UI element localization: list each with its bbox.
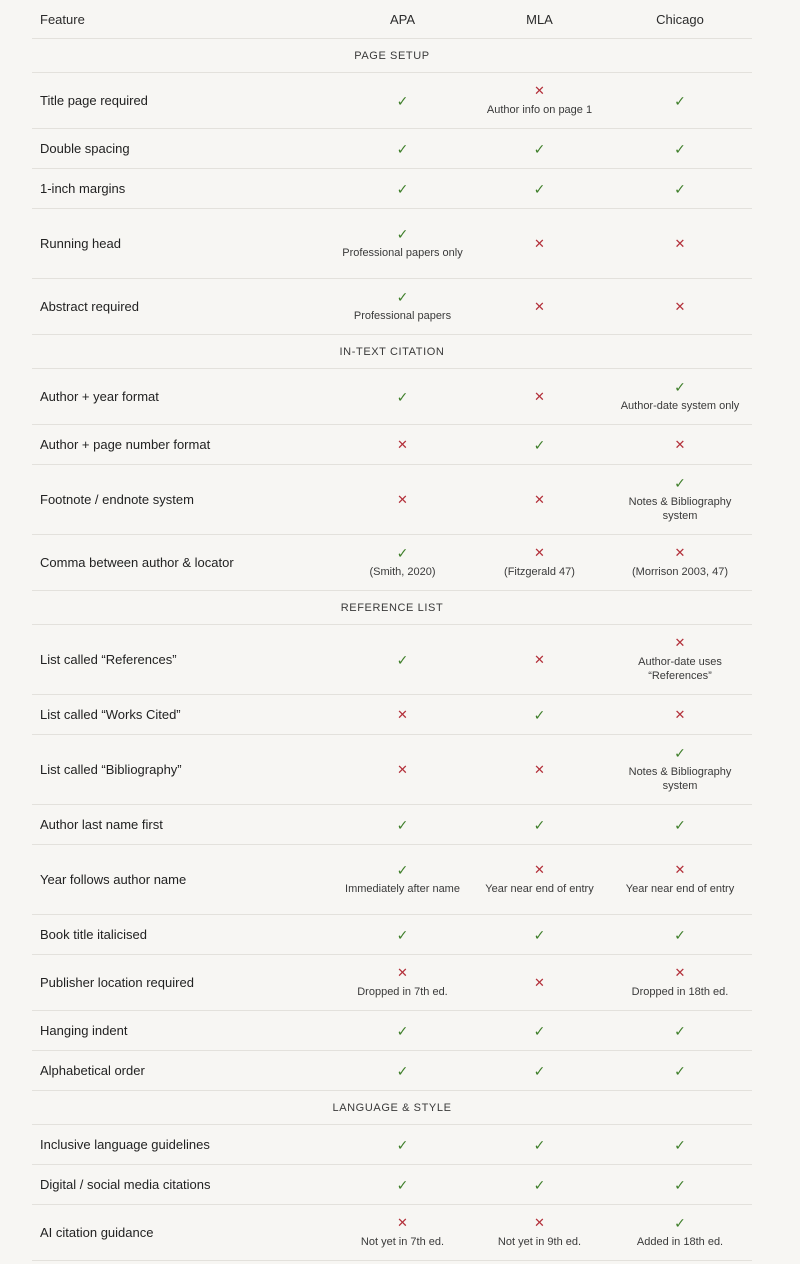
check-icon: ✓ — [396, 388, 409, 405]
check-icon: ✓ — [396, 926, 409, 943]
check-icon: ✓ — [674, 745, 686, 761]
cell-chicago — [608, 1051, 752, 1091]
cross-icon: ✕ — [534, 862, 545, 877]
feature-label: Abstract required — [32, 279, 334, 335]
check-icon: ✓ — [396, 1022, 409, 1039]
cross-icon: ✕ — [674, 635, 686, 650]
comparison-table — [32, 0, 752, 1261]
feature-label: Inclusive language guidelines — [32, 1125, 334, 1165]
feature-label: Author + year format — [32, 369, 334, 425]
cell-mla — [471, 1165, 608, 1205]
cell-chicago — [608, 129, 752, 169]
table-row — [32, 735, 752, 805]
feature-label: Book title italicised — [32, 915, 334, 955]
column-header-mla: MLA — [471, 0, 608, 39]
feature-label: AI citation guidance — [32, 1205, 334, 1261]
cell-mla — [471, 915, 608, 955]
cell-note: (Fitzgerald 47) — [504, 566, 575, 578]
feature-label: 1-inch margins — [32, 169, 334, 209]
table-row — [32, 695, 752, 735]
cell-mla — [471, 735, 608, 805]
check-icon: ✓ — [533, 926, 546, 943]
cell-chicago — [608, 695, 752, 735]
cell-apa — [334, 425, 471, 465]
table-row — [32, 465, 752, 535]
cell-mla — [471, 209, 608, 279]
table-row — [32, 845, 752, 915]
feature-label: Double spacing — [32, 129, 334, 169]
check-icon: ✓ — [533, 706, 546, 723]
cell-note: Professional papers only — [342, 247, 463, 259]
cross-icon: ✕ — [674, 965, 686, 980]
cell-apa — [334, 465, 471, 535]
cell-mla — [471, 1125, 608, 1165]
table-row — [32, 169, 752, 209]
cell-chicago — [608, 955, 752, 1011]
check-icon: ✓ — [533, 180, 546, 197]
check-icon: ✓ — [533, 816, 546, 833]
check-icon: ✓ — [674, 926, 686, 943]
cell-note: Notes & Bibliography system — [628, 496, 732, 522]
cell-apa — [334, 955, 471, 1011]
check-icon: ✓ — [674, 180, 686, 197]
check-icon: ✓ — [674, 816, 686, 833]
cross-icon: ✕ — [397, 1215, 408, 1230]
cell-mla — [471, 73, 608, 129]
check-icon: ✓ — [396, 180, 409, 197]
cell-note: Dropped in 18th ed. — [631, 986, 729, 998]
cell-chicago — [608, 735, 752, 805]
check-icon: ✓ — [674, 1176, 686, 1193]
check-icon: ✓ — [674, 1136, 686, 1153]
cell-chicago — [608, 73, 752, 129]
table-row — [32, 1051, 752, 1091]
check-icon: ✓ — [396, 1176, 409, 1193]
cell-chicago — [608, 465, 752, 535]
cross-icon: ✕ — [397, 706, 408, 722]
cross-icon: ✕ — [397, 965, 408, 980]
check-icon: ✓ — [674, 1022, 686, 1039]
section-header-row — [32, 335, 752, 369]
feature-label: Footnote / endnote system — [32, 465, 334, 535]
cell-mla — [471, 695, 608, 735]
cross-icon: ✕ — [534, 1215, 545, 1230]
feature-label: Author last name first — [32, 805, 334, 845]
cell-note: (Morrison 2003, 47) — [632, 566, 728, 578]
feature-label: Hanging indent — [32, 1011, 334, 1051]
cross-icon: ✕ — [534, 388, 545, 404]
cell-mla — [471, 1051, 608, 1091]
cross-icon: ✕ — [534, 545, 545, 560]
table-row — [32, 209, 752, 279]
column-header-feature: Feature — [32, 0, 334, 39]
cell-note: Author-date uses “References” — [638, 656, 722, 682]
feature-label: Running head — [32, 209, 334, 279]
cell-apa — [334, 1051, 471, 1091]
cross-icon: ✕ — [534, 298, 545, 314]
cell-mla — [471, 805, 608, 845]
table-row — [32, 1011, 752, 1051]
cell-note: Not yet in 9th ed. — [497, 1236, 582, 1248]
cell-apa — [334, 915, 471, 955]
check-icon: ✓ — [396, 1062, 409, 1079]
check-icon: ✓ — [674, 1062, 686, 1079]
cell-note: Not yet in 7th ed. — [360, 1236, 445, 1248]
cross-icon: ✕ — [534, 83, 545, 98]
cell-mla — [471, 465, 608, 535]
check-icon: ✓ — [396, 816, 409, 833]
cross-icon: ✕ — [534, 235, 545, 251]
feature-label: Comma between author & locator — [32, 535, 334, 591]
check-icon: ✓ — [674, 92, 686, 109]
cell-chicago — [608, 845, 752, 915]
check-icon: ✓ — [674, 379, 686, 395]
feature-label: List called “Works Cited” — [32, 695, 334, 735]
check-icon: ✓ — [533, 436, 546, 453]
table-row — [32, 1205, 752, 1261]
cell-mla — [471, 129, 608, 169]
cell-note: Professional papers — [353, 310, 452, 322]
cell-chicago — [608, 625, 752, 695]
feature-label: Year follows author name — [32, 845, 334, 915]
section-header-row — [32, 1091, 752, 1125]
cell-chicago — [608, 535, 752, 591]
cell-mla — [471, 279, 608, 335]
cell-apa — [334, 209, 471, 279]
cell-mla — [471, 535, 608, 591]
feature-label: List called “Bibliography” — [32, 735, 334, 805]
table-row — [32, 73, 752, 129]
cross-icon: ✕ — [534, 761, 545, 777]
cell-apa — [334, 695, 471, 735]
cell-mla — [471, 955, 608, 1011]
cell-apa — [334, 845, 471, 915]
cell-apa — [334, 805, 471, 845]
check-icon: ✓ — [533, 1022, 546, 1039]
table-row — [32, 1165, 752, 1205]
feature-label: Publisher location required — [32, 955, 334, 1011]
cell-apa — [334, 1011, 471, 1051]
check-icon: ✓ — [533, 140, 546, 157]
check-icon: ✓ — [396, 862, 409, 878]
cell-mla — [471, 169, 608, 209]
cell-chicago — [608, 1125, 752, 1165]
section-title: PAGE SETUP — [32, 39, 752, 73]
cell-chicago — [608, 279, 752, 335]
cell-chicago — [608, 915, 752, 955]
table-header — [32, 0, 752, 39]
cross-icon: ✕ — [674, 545, 686, 560]
check-icon: ✓ — [533, 1176, 546, 1193]
cell-note: Dropped in 7th ed. — [357, 986, 448, 998]
cell-apa — [334, 279, 471, 335]
feature-label: Alphabetical order — [32, 1051, 334, 1091]
cell-apa — [334, 1205, 471, 1261]
cell-chicago — [608, 805, 752, 845]
cell-note: Immediately after name — [345, 883, 460, 895]
cell-mla — [471, 369, 608, 425]
check-icon: ✓ — [396, 545, 409, 561]
check-icon: ✓ — [396, 140, 409, 157]
cell-mla — [471, 625, 608, 695]
cross-icon: ✕ — [674, 706, 686, 722]
cross-icon: ✕ — [674, 298, 686, 314]
feature-label: Author + page number format — [32, 425, 334, 465]
table-row — [32, 915, 752, 955]
cross-icon: ✕ — [534, 651, 545, 667]
cell-note: Year near end of entry — [625, 883, 735, 895]
cell-note: (Smith, 2020) — [369, 566, 436, 578]
cell-apa — [334, 735, 471, 805]
feature-label: List called “References” — [32, 625, 334, 695]
table-row — [32, 369, 752, 425]
table-row — [32, 279, 752, 335]
check-icon: ✓ — [396, 651, 409, 668]
cell-mla — [471, 1011, 608, 1051]
cross-icon: ✕ — [674, 436, 686, 452]
table-row — [32, 805, 752, 845]
column-header-chicago: Chicago — [608, 0, 752, 39]
cross-icon: ✕ — [397, 491, 408, 507]
cell-apa — [334, 129, 471, 169]
table-row — [32, 425, 752, 465]
cross-icon: ✕ — [397, 436, 408, 452]
header-row — [32, 0, 752, 39]
section-title: REFERENCE LIST — [32, 591, 752, 625]
cell-chicago — [608, 1165, 752, 1205]
cell-apa — [334, 1165, 471, 1205]
cell-chicago — [608, 169, 752, 209]
feature-label: Digital / social media citations — [32, 1165, 334, 1205]
table-row — [32, 535, 752, 591]
table-row — [32, 129, 752, 169]
section-header-row — [32, 591, 752, 625]
cell-apa — [334, 369, 471, 425]
cell-chicago — [608, 209, 752, 279]
cross-icon: ✕ — [674, 862, 686, 877]
cell-apa — [334, 73, 471, 129]
cell-note: Added in 18th ed. — [636, 1236, 724, 1248]
check-icon: ✓ — [396, 226, 409, 242]
cell-apa — [334, 169, 471, 209]
cross-icon: ✕ — [674, 235, 686, 251]
column-header-apa: APA — [334, 0, 471, 39]
cell-mla — [471, 1205, 608, 1261]
cell-mla — [471, 425, 608, 465]
cell-apa — [334, 1125, 471, 1165]
cross-icon: ✕ — [534, 974, 545, 990]
cell-apa — [334, 625, 471, 695]
cell-note: Year near end of entry — [485, 883, 594, 895]
check-icon: ✓ — [533, 1062, 546, 1079]
cross-icon: ✕ — [397, 761, 408, 777]
feature-label: Title page required — [32, 73, 334, 129]
check-icon: ✓ — [674, 475, 686, 491]
cell-chicago — [608, 1205, 752, 1261]
section-header-row — [32, 39, 752, 73]
table-row — [32, 1125, 752, 1165]
table-row — [32, 625, 752, 695]
check-icon: ✓ — [396, 92, 409, 109]
table-body — [32, 39, 752, 1261]
check-icon: ✓ — [674, 1215, 686, 1231]
cross-icon: ✕ — [534, 491, 545, 507]
cell-note: Author info on page 1 — [486, 104, 593, 116]
table-row — [32, 955, 752, 1011]
cell-chicago — [608, 425, 752, 465]
cell-note: Notes & Bibliography system — [628, 766, 732, 792]
cell-chicago — [608, 369, 752, 425]
cell-note: Author-date system only — [620, 400, 740, 412]
check-icon: ✓ — [396, 1136, 409, 1153]
check-icon: ✓ — [396, 289, 409, 305]
cell-mla — [471, 845, 608, 915]
section-title: IN-TEXT CITATION — [32, 335, 752, 369]
cell-chicago — [608, 1011, 752, 1051]
check-icon: ✓ — [533, 1136, 546, 1153]
section-title: LANGUAGE & STYLE — [32, 1091, 752, 1125]
check-icon: ✓ — [674, 140, 686, 157]
cell-apa — [334, 535, 471, 591]
